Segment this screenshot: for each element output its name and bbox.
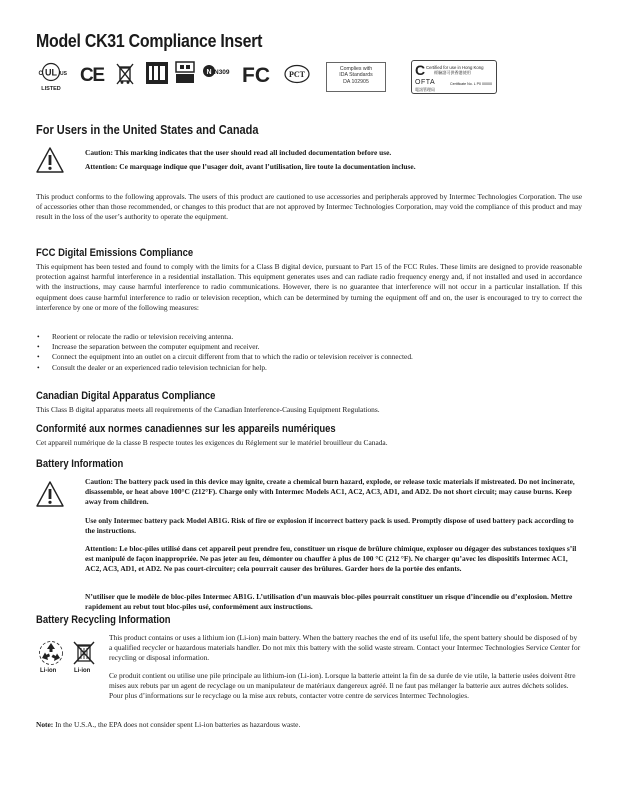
ul-us-text: US — [60, 71, 67, 77]
approvals-intro: This product conforms to the following approvals. The users of this product are cautioned to use accessories and peripherals approved by Intermec Technologies Corporation. The use of accessories other than those recommended, or changes to this product that are not approved by Intermec Technologies Corporation, may void the compliance of this product and may result in the loss of the user’s authority to operate the equipment. — [36, 192, 582, 222]
ida-compliance-box — [326, 62, 386, 92]
ul-listed-icon — [36, 60, 66, 94]
ofta-chinese-text: 經驗證可供香港使用 — [434, 70, 471, 75]
battery-pack-en: Use only Intermec battery pack Model AB1G. Risk of fire or explosion if incorrect battery pack is used. Promptly dispose of used battery pack according to the instructions. — [85, 516, 574, 536]
list-item: • Reorient or relocate the radio or television receiving antenna. — [36, 332, 582, 342]
recycling-icons — [36, 640, 100, 680]
ida-logo-icon — [146, 62, 168, 84]
svg-text:PCT: PCT — [289, 70, 305, 79]
ce-mark-icon — [80, 64, 106, 84]
battery-heading: Battery Information — [36, 458, 124, 470]
battery-caution-fr: Attention: Le bloc-piles utilisé dans cet appareil peut prendre feu, constituer un risque de brûlure chimique, exploser ou dégager des substances toxiques s’il est manipulé de façon inappropriée. Ne pas jeter au feu, démonter ou chauffer à plus de 100 °C (212 °F). Ne charger qu’avec les dispositifs Intermec AC1, AC2, AC3, AD1, et AD2. Ne pas court-circuiter; cela pourrait causer des brûlures. Garder hors de la portée des enfants. — [85, 544, 577, 574]
ul-listed-text: LISTED — [41, 86, 61, 92]
recycling-heading: Battery Recycling Information — [36, 614, 171, 626]
recycling-french: Ce produit contient ou utilise une pile principale au lithium-ion (Li-ion). Lorsque la batterie atteint la fin de sa durée de vie utile, la batterie usées doivent être mises aux rebuts par un agent de recyclage ou un manipulateur de matériaux dangereux agréé. Il ne faut pas mélanger la batterie aux autres déchets solides. Pour plus d’informations sur le recyclage ou la mise aux rebuts, contacter votre centre de services Intermec Technologies. — [109, 671, 576, 701]
fcc-logo-icon — [242, 62, 272, 86]
caution-icon — [36, 146, 64, 174]
caution-english: Caution: This marking indicates that the user should read all included documentation before use. — [85, 148, 392, 157]
ofta-name: OFTA — [415, 79, 436, 86]
li-ion-label: Li-ion — [40, 668, 57, 674]
canadian-heading: Canadian Digital Apparatus Compliance — [36, 390, 216, 402]
ul-mark-text: UL — [45, 67, 57, 78]
li-ion-label: Li-ion — [74, 668, 91, 674]
ofta-certificate-number: Certificate No. L P0 00000 — [450, 82, 493, 86]
battery-pack-fr: N’utiliser que le modèle de bloc-piles Intermec AB1G. L’utilisation d’un mauvais bloc-piles pourrait constituer un risque d’incendie ou d’explosion. Mettre rapidement au rebut tout bloc-piles usé, conformément aux instructions. — [85, 592, 573, 612]
fcc-measures-list — [36, 332, 582, 373]
ofta-certified-text: Certified for use in Hong Kong — [426, 65, 484, 70]
ofta-footer-text: 電訊管理局 — [415, 87, 435, 92]
epa-note — [36, 720, 300, 730]
weee-crossed-bin-icon — [116, 62, 134, 86]
ce-mark-text: CE — [80, 65, 105, 86]
list-item: • Consult the dealer or an experienced radio television technician for help. — [36, 363, 582, 373]
dealer-logo-icon — [174, 60, 196, 86]
ida-line: Complies with — [339, 66, 373, 72]
ida-line: DA 102905 — [343, 78, 369, 85]
n309-label: N309 — [214, 69, 230, 76]
recycle-icon — [38, 640, 64, 666]
battery-caution-icon — [36, 480, 64, 508]
caution-french: Attention: Ce marquage indique que l’usager doit, avant l’utilisation, lire toute la documentation incluse. — [85, 162, 416, 171]
pct-mark-icon — [284, 64, 310, 84]
note-label: Note: — [36, 720, 54, 729]
note-text: In the U.S.A., the EPA does not consider spent Li-ion batteries as hazardous waste. — [53, 720, 301, 729]
ida-line: IDA Standards — [339, 72, 373, 79]
ul-c-text: C — [38, 71, 43, 77]
recycling-english: This product contains or uses a lithium ion (Li-ion) main battery. When the battery reaches the end of its useful life, the spent battery should be disposed of by a qualified recycler or hazardous materials handler. Do not mix this battery with the solid waste stream. Contact your Intermec Technologies Service Center for recycling or disposal information. — [109, 633, 581, 663]
battery-caution-en: Caution: The battery pack used in this device may ignite, create a chemical burn hazard, explode, or release toxic materials if mistreated. Do not incinerate, disassemble, or heat above 100°C (212°F). Charge only with Intermec Models AC1, AC2, AC3, AD1, and AD2. Do not short circuit; may cause burns. Keep away from children. — [85, 477, 575, 507]
canadian-text: This Class B digital apparatus meets all requirements of the Canadian Interference-Causing Equipment Regulations. — [36, 405, 380, 414]
document-title: Model CK31 Compliance Insert — [36, 30, 263, 51]
us-canada-heading: For Users in the United States and Canada — [36, 123, 259, 137]
ofta-certification-box: C Certified for use in Hong Kong 經驗證可供香港使用 OFTA Certificate No. L P0 00000 電訊管理局 — [411, 60, 497, 94]
fcc-logo-text: FC — [242, 64, 270, 87]
conformite-heading: Conformité aux normes canadiennes sur les appareils numériques — [36, 423, 336, 435]
fcc-heading: FCC Digital Emissions Compliance — [36, 247, 194, 259]
battery-bin-crossed-icon — [72, 640, 96, 666]
svg-text:N: N — [206, 69, 212, 76]
fcc-text: This equipment has been tested and found to comply with the limits for a Class B digital device, pursuant to Part 15 of the FCC Rules. These limits are designed to provide reasonable protection against harmful interference in a residential installation. This equipment generates uses and can radiate radio frequency energy and, if not installed and used in accordance with the instructions, may cause harmful interference to radio communications. However, there is no guarantee that interference will not occur in a particular installation. If this equipment does cause harmful interference to radio or television reception, which can be determined by turning the equipment off and on, the user is encouraged to try to correct the interference by one or more of the following measures: — [36, 262, 582, 312]
certification-marks — [36, 60, 493, 94]
list-item: • Connect the equipment into an outlet on a circuit different from that to which the radio or television receiver is connected. — [36, 352, 582, 362]
conformite-text: Cet appareil numérique de la classe B respecte toutes les exigences du Réglement sur le matériel brouilleur du Canada. — [36, 438, 388, 447]
list-item: • Increase the separation between the computer equipment and receiver. — [36, 342, 582, 352]
